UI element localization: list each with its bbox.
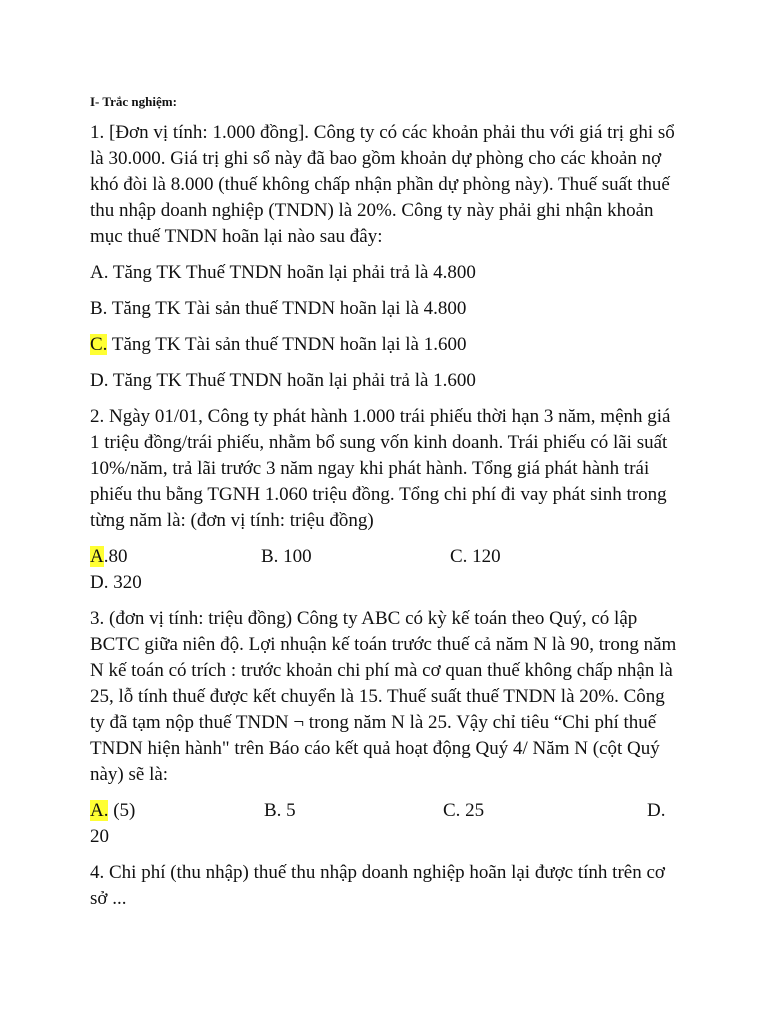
question-2-option-a-text: .80 <box>103 546 128 567</box>
highlighted-answer-marker: C. <box>90 334 108 355</box>
question-2-option-a <box>90 544 127 570</box>
question-2-text: 2. Ngày 01/01, Công ty phát hành 1.000 trái phiếu thời hạn 3 năm, mệnh giá 1 triệu đồng/trái phiếu, nhằm bổ sung vốn kinh doanh. Trái phiếu có lãi suất 10%/năm, trả lãi trước 3 năm ngay khi phát hành. Tổng giá phát hành trái phiếu thu bằng TGNH 1.060 triệu đồng. Tổng chi phí đi vay phát sinh trong từng năm là: (đơn vị tính: triệu đồng) <box>90 406 671 531</box>
question-1-option-b: B. Tăng TK Tài sản thuế TNDN hoãn lại là 4.800 <box>90 298 467 319</box>
question-3-text: 3. (đơn vị tính: triệu đồng) Công ty ABC có kỳ kế toán theo Quý, có lập BCTC giữa niên độ. Lợi nhuận kế toán trước thuế cả năm N là 90, trong năm N kế toán có trích : trước khoản chi phí mà cơ quan thuế không chấp nhận là 25, lỗ tính thuế được kết chuyển là 15. Thuế suất thuế TNDN là 20%. Công ty đã tạm nộp thuế TNDN ¬ trong năm N là 25. Vậy chỉ tiêu “Chi phí thuế TNDN hiện hành" trên Báo cáo kết quả hoạt động Quý 4/ Năm N (cột Quý này) sẽ là: <box>90 608 677 785</box>
question-3-option-a-text: (5) <box>108 800 136 821</box>
question-1-option-c-text: Tăng TK Tài sản thuế TNDN hoãn lại là 1.600 <box>107 334 467 355</box>
question-1-option-a: A. Tăng TK Thuế TNDN hoãn lại phải trả là 4.800 <box>90 262 476 283</box>
document-page <box>90 94 680 922</box>
question-2-option-d: D. 320 <box>90 572 142 593</box>
question-2-options-row-2 <box>90 570 680 596</box>
question-4-text: 4. Chi phí (thu nhập) thuế thu nhập doanh nghiệp hoãn lại được tính trên cơ sở ... <box>90 862 665 909</box>
question-3-option-d-value: 20 <box>90 826 109 847</box>
question-3-option-a <box>90 798 135 824</box>
question-3-options-row <box>90 798 680 824</box>
question-3-options-row-2 <box>90 824 680 850</box>
highlighted-answer-marker: A. <box>90 800 109 821</box>
question-1-text: 1. [Đơn vị tính: 1.000 đồng]. Công ty có các khoản phải thu với giá trị ghi sổ là 30.000. Giá trị ghi sổ này đã bao gồm khoản dự phòng cho các khoản nợ khó đòi là 8.000 (thuế không chấp nhận phần dự phòng này). Thuế suất thuế thu nhập doanh nghiệp (TNDN) là 20%. Công ty này phải ghi nhận khoản mục thuế TNDN hoãn lại nào sau đây: <box>90 122 675 247</box>
question-2-options-row <box>90 544 680 570</box>
section-title: I- Trắc nghiệm: <box>90 94 177 109</box>
question-1-option-c <box>90 332 680 358</box>
question-3-option-b: B. 5 <box>264 800 296 821</box>
highlighted-answer-marker: A <box>90 546 104 567</box>
question-3-option-d-letter: D. <box>647 800 666 821</box>
question-3-option-c: C. 25 <box>443 800 485 821</box>
question-2-option-c: C. 120 <box>450 546 501 567</box>
question-1-option-d: D. Tăng TK Thuế TNDN hoãn lại phải trả là 1.600 <box>90 370 476 391</box>
question-2-option-b: B. 100 <box>261 546 312 567</box>
